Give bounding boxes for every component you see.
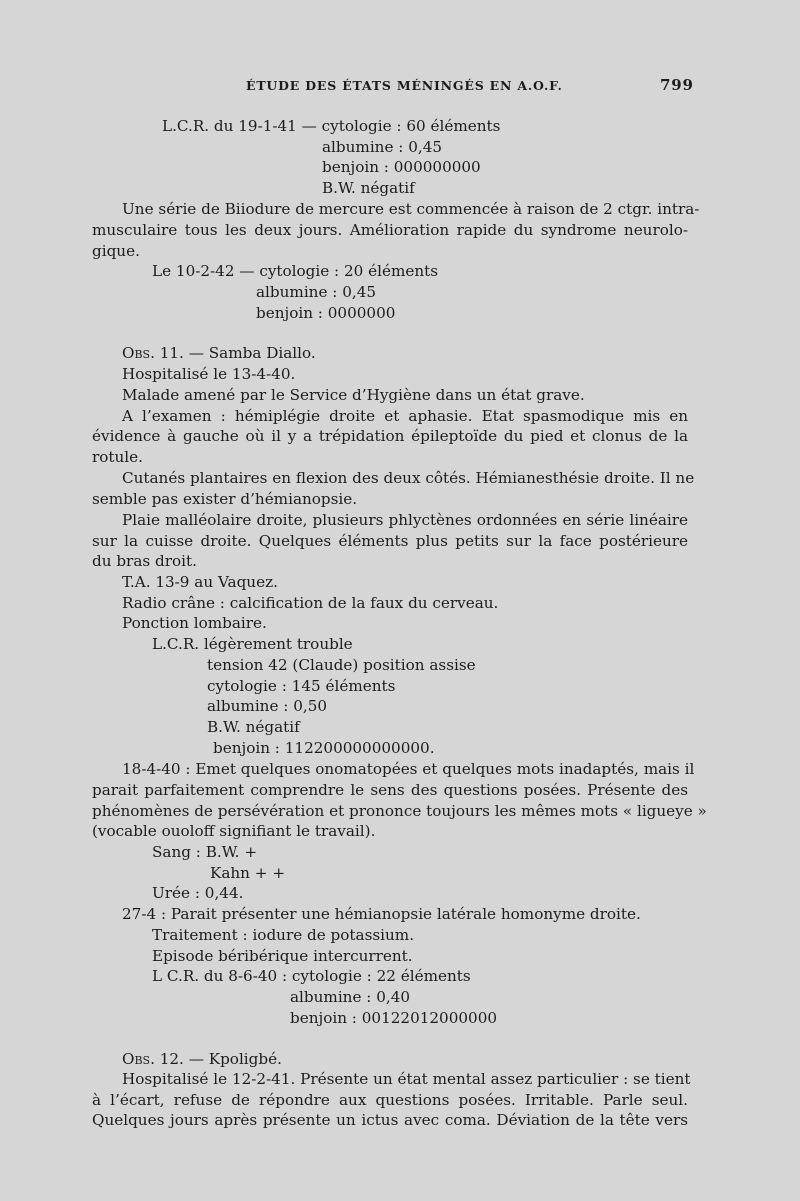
text-line: benjoin : 112200000000000.: [213, 739, 435, 757]
text-line: benjoin : 00122012000000: [290, 1009, 498, 1027]
text-line: gique.: [92, 242, 140, 260]
obs-label: Obs.: [122, 344, 155, 362]
text-line: parait parfaitement comprendre le sens des questions posées. Présente des: [92, 781, 688, 799]
text-line: Plaie malléolaire droite, plusieurs phlyctènes ordonnées en série linéaire: [122, 511, 688, 529]
text-line: B.W. négatif: [207, 718, 300, 736]
observation-heading: [122, 344, 316, 362]
text-line: (vocable ouoloff signifiant le travail).: [92, 822, 376, 840]
text-line: Radio crâne : calcification de la faux du cerveau.: [122, 594, 499, 612]
text-line: albumine : 0,45: [322, 138, 443, 156]
text-line: 27-4 : Parait présenter une hémianopsie latérale homonyme droite.: [122, 905, 641, 923]
text-line: Kahn + +: [210, 864, 286, 882]
text-line: cytologie : 145 éléments: [207, 677, 396, 695]
text-line: Urée : 0,44.: [152, 884, 244, 902]
text-line: albumine : 0,45: [256, 283, 377, 301]
text-line: rotule.: [92, 448, 143, 466]
text-line: Episode béribérique intercurrent.: [152, 947, 413, 965]
text-line: Hospitalisé le 13-4-40.: [122, 365, 296, 383]
text-line: sur la cuisse droite. Quelques éléments plus petits sur la face postérieure: [92, 532, 688, 550]
obs-label: Obs.: [122, 1050, 155, 1068]
text-line: semble pas exister d’hémianopsie.: [92, 490, 358, 508]
text-line: tension 42 (Claude) position assise: [207, 656, 476, 674]
text-line: Le 10-2-42 — cytologie : 20 éléments: [152, 262, 439, 280]
obs-title: 12. — Kpoligbé.: [159, 1050, 282, 1068]
text-line: benjoin : 000000000: [322, 158, 481, 176]
page-number: 799: [660, 76, 694, 94]
text-line: Quelques jours après présente un ictus avec coma. Déviation de la tête vers: [92, 1111, 688, 1129]
text-line: musculaire tous les deux jours. Amélioration rapide du syndrome neurolo-: [92, 221, 688, 239]
text-line: Une série de Biiodure de mercure est commencée à raison de 2 ctgr. intra-: [122, 200, 700, 218]
observation-heading: [122, 1050, 282, 1068]
text-line: Cutanés plantaires en flexion des deux côtés. Hémianesthésie droite. Il ne: [122, 469, 695, 487]
text-line: à l’écart, refuse de répondre aux questions posées. Irritable. Parle seul.: [92, 1091, 688, 1109]
text-line: L.C.R. légèrement trouble: [152, 635, 353, 653]
text-line: L.C.R. du 19-1-41 — cytologie : 60 éléments: [162, 117, 501, 135]
running-title: ÉTUDE DES ÉTATS MÉNINGÉS EN A.O.F.: [246, 78, 563, 93]
text-line: Sang : B.W. +: [152, 843, 258, 861]
text-line: évidence à gauche où il y a trépidation épileptoïde du pied et clonus de la: [92, 427, 688, 445]
text-line: Ponction lombaire.: [122, 614, 267, 632]
text-line: T.A. 13-9 au Vaquez.: [122, 573, 278, 591]
obs-title: 11. — Samba Diallo.: [159, 344, 316, 362]
text-line: 18-4-40 : Emet quelques onomatopées et quelques mots inadaptés, mais il: [122, 760, 695, 778]
text-line: B.W. négatif: [322, 179, 415, 197]
text-line: albumine : 0,40: [290, 988, 411, 1006]
text-line: Malade amené par le Service d’Hygiène dans un état grave.: [122, 386, 585, 404]
text-line: L C.R. du 8-6-40 : cytologie : 22 éléments: [152, 967, 471, 985]
text-line: Traitement : iodure de potassium.: [152, 926, 415, 944]
text-line: albumine : 0,50: [207, 697, 328, 715]
text-line: du bras droit.: [92, 552, 197, 570]
text-line: benjoin : 0000000: [256, 304, 396, 322]
text-line: Hospitalisé le 12-2-41. Présente un état mental assez particulier : se tient: [122, 1070, 691, 1088]
text-line: phénomènes de persévération et prononce toujours les mêmes mots « ligueye »: [92, 802, 707, 820]
text-line: A l’examen : hémiplégie droite et aphasie. Etat spasmodique mis en: [122, 407, 688, 425]
